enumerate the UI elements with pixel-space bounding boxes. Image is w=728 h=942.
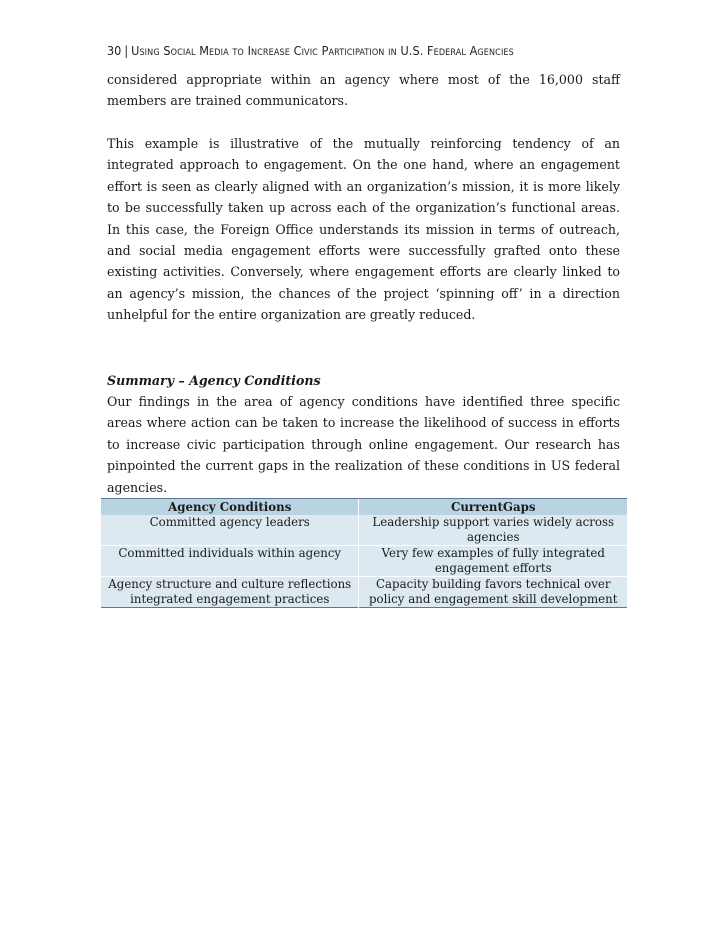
table-cell-gap: Very few examples of fully integrated engagement efforts [359, 546, 627, 577]
body-paragraph-example: This example is illustrative of the mutually reinforcing tendency of an integrated approach to engagement. On the one hand, where an engagement effort is seen as clearly aligned with an organization’s mission, it is more likely to be successfully taken up across each of the organization’s functional areas. In this case, the Foreign Office understands its mission in terms of outreach, and social media engagement efforts were successfully grafted onto these existing activities. Conversely, where engagement efforts are clearly linked to an agency’s mission, the chances of the project ‘spinning off’ in a direction unhelpful for the entire organization are greatly reduced. [107, 136, 620, 323]
column-header-agency-conditions: Agency Conditions [101, 499, 359, 516]
agency-conditions-table [101, 498, 627, 608]
table-row [101, 546, 627, 577]
running-title: Using Social Media to Increase Civic Participation in U.S. Federal Agencies [131, 43, 514, 58]
page-number: 30 [107, 43, 122, 58]
table-cell-gap: Leadership support varies widely across agencies [359, 515, 627, 546]
section-heading: Summary – Agency Conditions [107, 373, 321, 388]
running-header [107, 43, 627, 58]
column-header-current-gaps: CurrentGaps [359, 499, 627, 516]
table-header-row [101, 499, 627, 516]
header-separator: | [124, 43, 129, 58]
table-cell-condition: Agency structure and culture reflections integrated engagement practices [101, 577, 359, 608]
body-paragraph-continuation: considered appropriate within an agency where most of the 16,000 staff members are trained communicators. [107, 72, 620, 109]
table-cell-condition: Committed agency leaders [101, 515, 359, 546]
table-row [101, 577, 627, 608]
table-cell-condition: Committed individuals within agency [101, 546, 359, 577]
table-cell-gap: Capacity building favors technical over policy and engagement skill development [359, 577, 627, 608]
body-paragraph-summary: Our findings in the area of agency conditions have identified three specific areas where action can be taken to increase the likelihood of success in efforts to increase civic participation through online engagement. Our research has pinpointed the current gaps in the realization of these conditions in US federal agencies. [107, 394, 620, 495]
table-row [101, 515, 627, 546]
